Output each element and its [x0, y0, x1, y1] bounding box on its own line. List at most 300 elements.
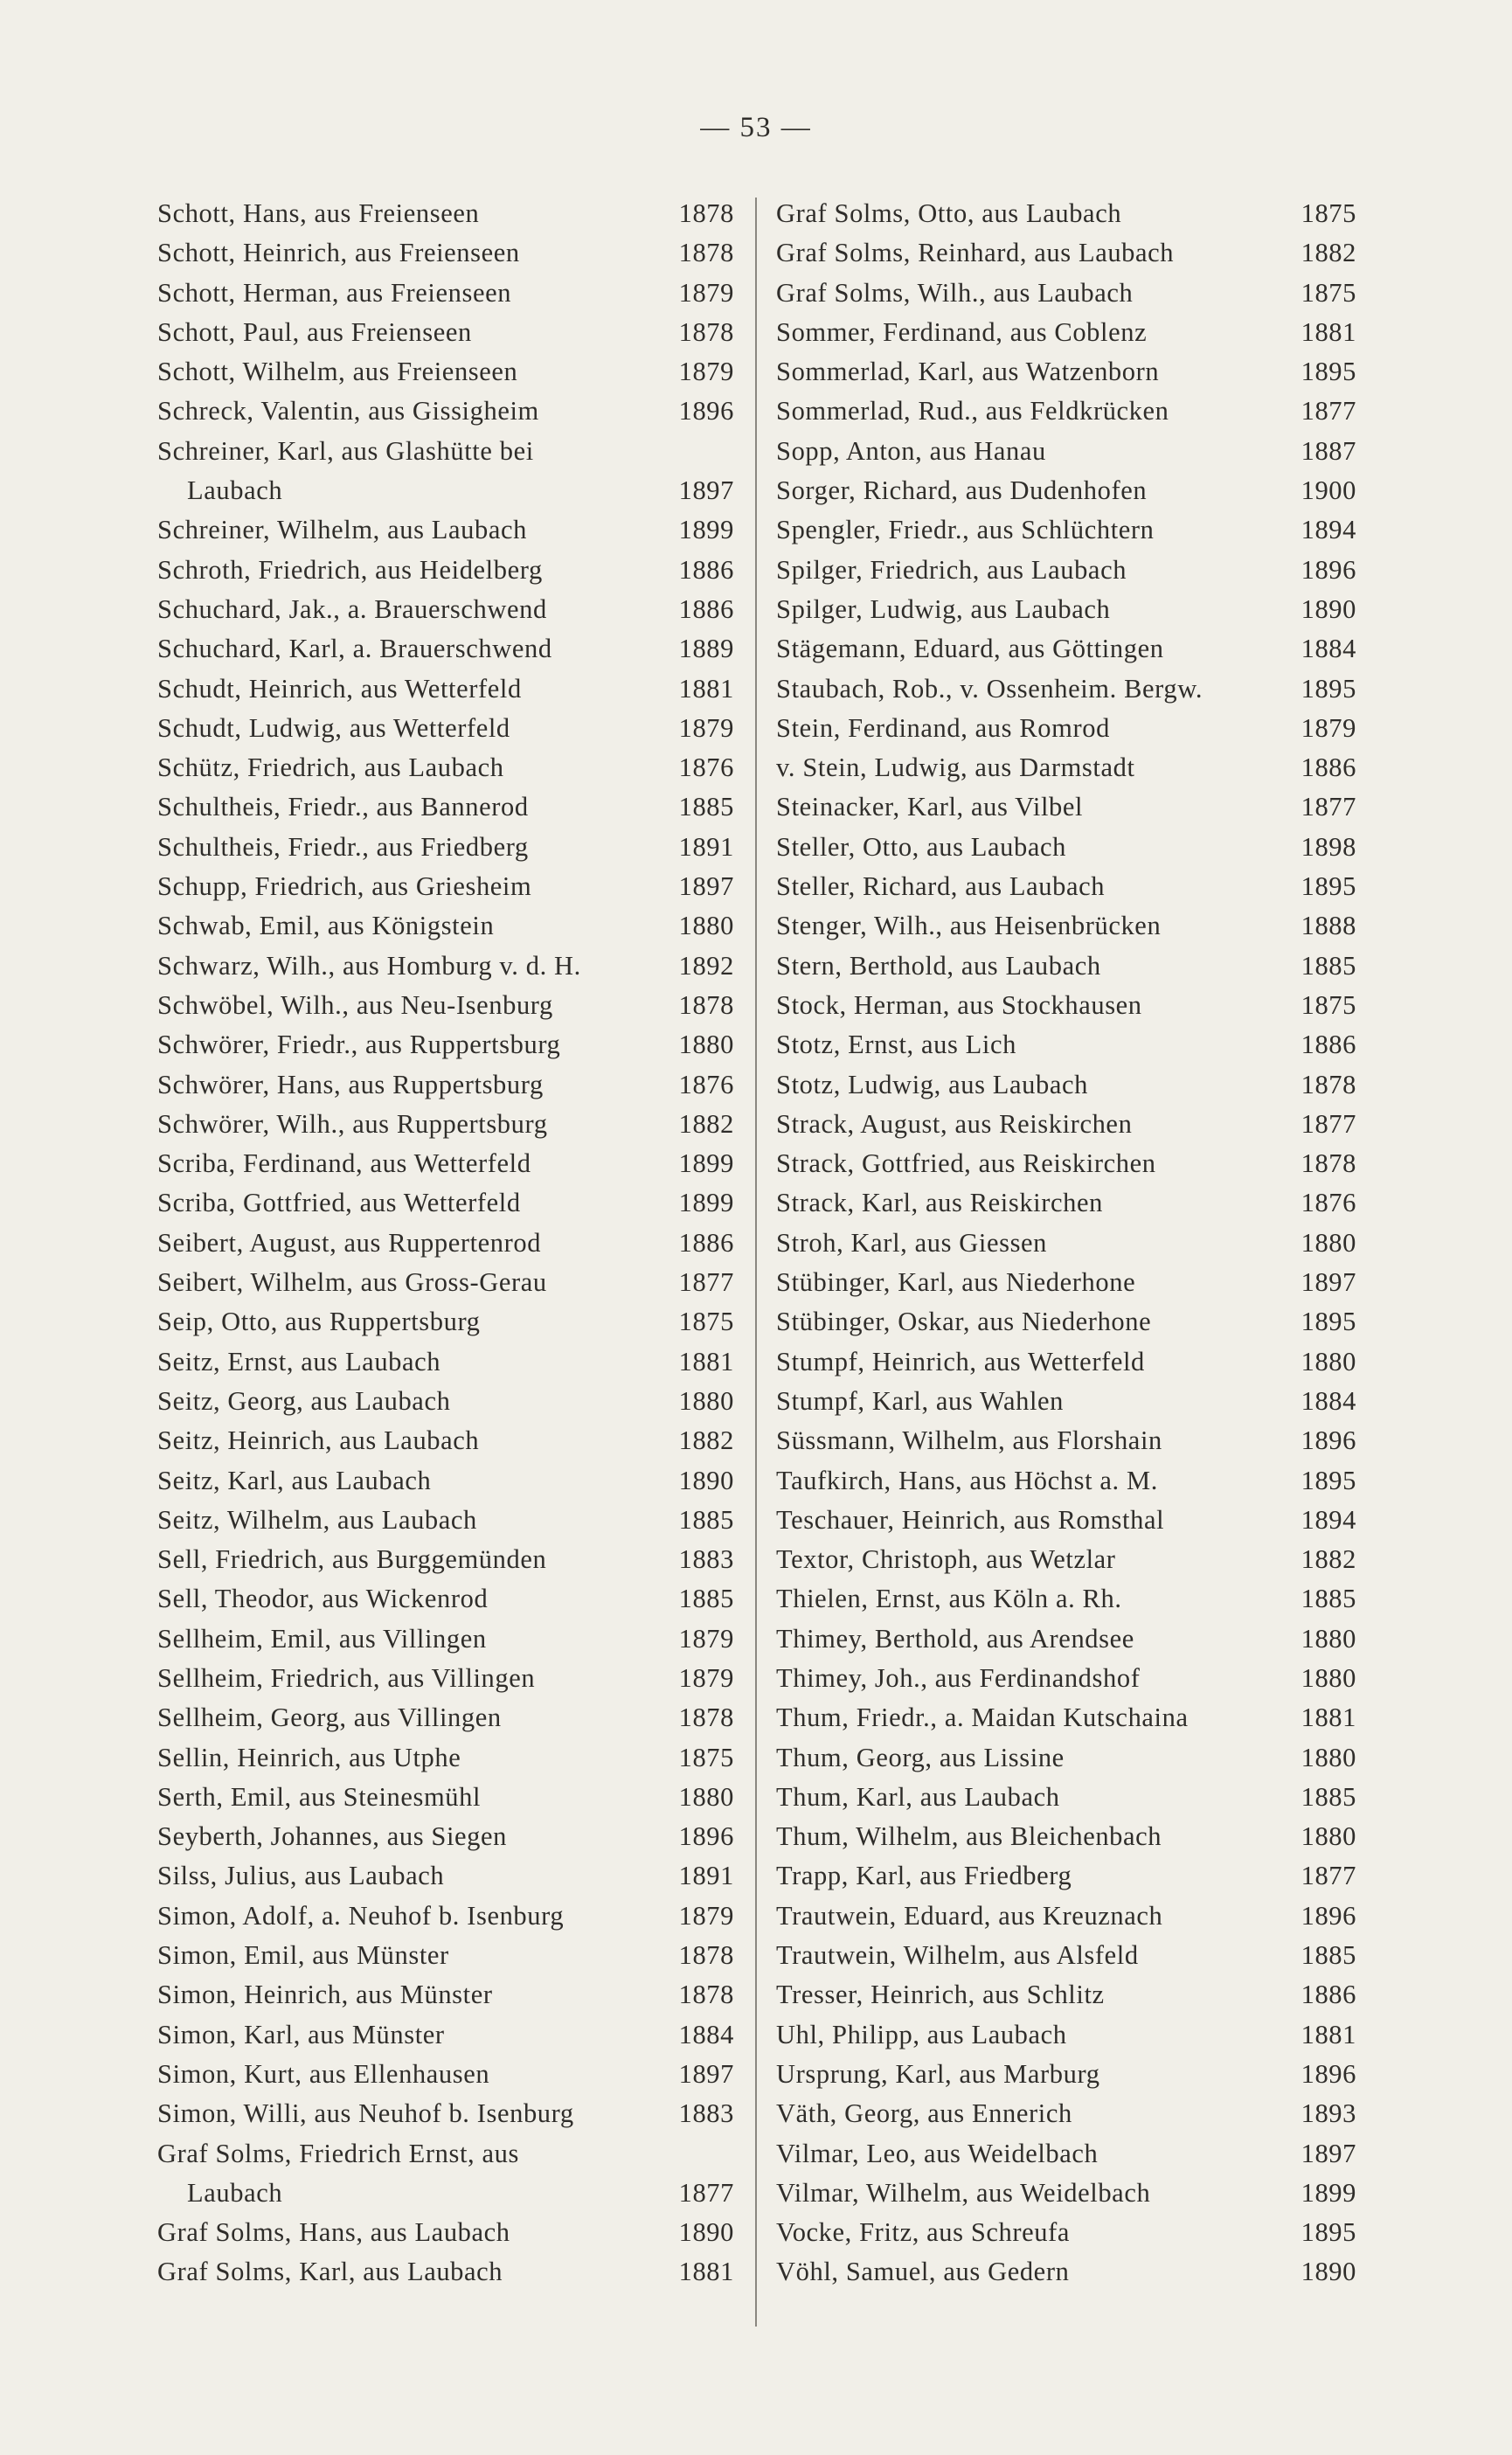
- entry-name: Stumpf, Heinrich, aus Wetterfeld: [776, 1346, 1145, 1377]
- entry-name: Simon, Willi, aus Neuhof b. Isenburg: [157, 2098, 574, 2129]
- list-item: [157, 1421, 734, 1460]
- entry-year: 1877: [1300, 792, 1356, 822]
- entry-name: Seitz, Karl, aus Laubach: [157, 1465, 432, 1495]
- entry-name: Schuchard, Karl, a. Brauerschwend: [157, 634, 552, 664]
- entry-year: 1881: [1300, 1703, 1356, 1733]
- entry-name: Seibert, Wilhelm, aus Gross-Gerau: [157, 1267, 547, 1298]
- entry-year: 1885: [678, 1504, 734, 1535]
- list-item: [776, 551, 1356, 590]
- entry-name: Stübinger, Karl, aus Niederhone: [776, 1267, 1136, 1298]
- entry-name: Schwab, Emil, aus Königstein: [157, 911, 495, 941]
- entry-name: Schultheis, Friedr., aus Bannerod: [157, 792, 529, 822]
- list-item: [776, 1342, 1356, 1382]
- list-item: [776, 1778, 1356, 1817]
- entry-name: Seitz, Ernst, aus Laubach: [157, 1346, 441, 1377]
- entry-year: 1899: [1300, 2177, 1356, 2208]
- entry-year: 1896: [1300, 2058, 1356, 2089]
- entry-name: Vocke, Fritz, aus Schreufa: [776, 2217, 1071, 2248]
- entry-year: 1883: [678, 1544, 734, 1575]
- entry-name: Steinacker, Karl, aus Vilbel: [776, 792, 1084, 822]
- entry-name: Staubach, Rob., v. Ossenheim. Bergw.: [776, 673, 1203, 704]
- entry-year: 1880: [678, 1385, 734, 1416]
- entry-name: Schott, Hans, aus Freienseen: [157, 198, 480, 228]
- entry-name: Seitz, Georg, aus Laubach: [157, 1385, 451, 1416]
- list-item: [776, 1105, 1356, 1144]
- entry-name: Väth, Georg, aus Ennerich: [776, 2098, 1072, 2129]
- entry-name: Textor, Christoph, aus Wetzlar: [776, 1544, 1116, 1575]
- entry-year: 1896: [1300, 1425, 1356, 1456]
- entry-year: 1881: [678, 1346, 734, 1377]
- list-item: [157, 1540, 734, 1579]
- list-item: [157, 590, 734, 629]
- list-item: [776, 867, 1356, 906]
- entry-name: Spilger, Friedrich, aus Laubach: [776, 554, 1127, 585]
- right-column: [776, 194, 1356, 2292]
- list-item: [157, 1501, 734, 1540]
- list-item: [776, 2015, 1356, 2055]
- entry-name: Stübinger, Oskar, aus Niederhone: [776, 1307, 1152, 1337]
- entry-name: v. Stein, Ludwig, aus Darmstadt: [776, 752, 1135, 783]
- entry-name: Scriba, Ferdinand, aus Wetterfeld: [157, 1148, 531, 1179]
- list-item: [157, 1025, 734, 1065]
- list-item: [157, 1936, 734, 1975]
- entry-year: 1882: [1300, 1544, 1356, 1575]
- entry-year: 1878: [678, 1940, 734, 1971]
- entry-year: 1897: [1300, 2138, 1356, 2168]
- entry-year: 1884: [1300, 1385, 1356, 1416]
- entry-name: Teschauer, Heinrich, aus Romsthal: [776, 1504, 1165, 1535]
- entry-name: Sorger, Richard, aus Dudenhofen: [776, 475, 1148, 506]
- list-item: [157, 629, 734, 669]
- list-item: [157, 2094, 734, 2133]
- entry-name: Sellin, Heinrich, aus Utphe: [157, 1742, 461, 1772]
- list-item: [776, 1856, 1356, 1896]
- list-item: [776, 2094, 1356, 2133]
- entry-year: 1897: [678, 871, 734, 902]
- list-item: [776, 352, 1356, 392]
- list-item: [157, 1263, 734, 1302]
- list-item: [776, 233, 1356, 273]
- entry-name: Seitz, Heinrich, aus Laubach: [157, 1425, 480, 1456]
- entry-year: 1879: [678, 277, 734, 308]
- list-item: [157, 709, 734, 748]
- list-item: [157, 1738, 734, 1778]
- entry-year: 1882: [678, 1108, 734, 1139]
- entry-year: 1881: [1300, 316, 1356, 347]
- entry-year: 1886: [1300, 752, 1356, 783]
- list-item: [157, 1183, 734, 1223]
- entry-year: 1879: [678, 357, 734, 387]
- list-item: [157, 1065, 734, 1105]
- entry-name: Thimey, Joh., aus Ferdinandshof: [776, 1662, 1141, 1693]
- entry-year: 1895: [1300, 673, 1356, 704]
- list-item: [157, 2015, 734, 2055]
- list-item: [776, 2252, 1356, 2292]
- entry-year: 1896: [1300, 1900, 1356, 1931]
- entry-year: 1885: [1300, 950, 1356, 981]
- entry-year: 1896: [1300, 554, 1356, 585]
- entry-year: 1879: [678, 1900, 734, 1931]
- entry-year: 1897: [678, 475, 734, 506]
- list-item: [157, 551, 734, 590]
- entry-year: 1877: [678, 2177, 734, 2208]
- entry-year: 1876: [1300, 1188, 1356, 1218]
- entry-year: 1881: [678, 2257, 734, 2287]
- list-item: [157, 352, 734, 392]
- list-item: [776, 1183, 1356, 1223]
- entry-name: Schupp, Friedrich, aus Griesheim: [157, 871, 532, 902]
- entry-name: Vilmar, Leo, aus Weidelbach: [776, 2138, 1099, 2168]
- list-item: [776, 1540, 1356, 1579]
- entry-year: 1877: [1300, 1861, 1356, 1891]
- entry-year: 1880: [1300, 1227, 1356, 1258]
- list-item: [776, 1461, 1356, 1501]
- entry-year: 1893: [1300, 2098, 1356, 2129]
- list-item: [776, 986, 1356, 1025]
- list-item: [776, 1659, 1356, 1698]
- entry-name: Schreiner, Karl, aus Glashütte bei: [157, 435, 534, 466]
- entry-year: 1887: [1300, 435, 1356, 466]
- entry-year: 1891: [678, 1861, 734, 1891]
- entry-name: Thielen, Ernst, aus Köln a. Rh.: [776, 1584, 1122, 1614]
- entry-name: Schroth, Friedrich, aus Heidelberg: [157, 554, 543, 585]
- entry-name: Thum, Wilhelm, aus Bleichenbach: [776, 1821, 1162, 1852]
- entry-name: Schultheis, Friedr., aus Friedberg: [157, 831, 529, 862]
- entry-year: 1878: [1300, 1148, 1356, 1179]
- list-item: [157, 867, 734, 906]
- entry-name: Graf Solms, Karl, aus Laubach: [157, 2257, 503, 2287]
- entry-year: 1885: [678, 792, 734, 822]
- entry-year: 1885: [678, 1584, 734, 1614]
- list-item: [157, 1224, 734, 1263]
- entry-year: 1878: [678, 238, 734, 268]
- list-item: [157, 2055, 734, 2094]
- entry-name: Graf Solms, Otto, aus Laubach: [776, 198, 1122, 228]
- list-item: [157, 2213, 734, 2252]
- list-item: [776, 1302, 1356, 1342]
- entry-year: 1882: [1300, 238, 1356, 268]
- list-item: [157, 986, 734, 1025]
- list-item: [157, 1144, 734, 1183]
- list-item: [776, 1025, 1356, 1065]
- entry-year: 1886: [678, 1227, 734, 1258]
- list-item: [157, 1698, 734, 1737]
- entry-year: 1880: [1300, 1346, 1356, 1377]
- list-item: [776, 1065, 1356, 1105]
- list-item: [157, 510, 734, 550]
- list-item: [776, 392, 1356, 431]
- entry-name: Schreiner, Wilhelm, aus Laubach: [157, 515, 527, 545]
- list-item: [157, 1105, 734, 1144]
- list-item: [157, 233, 734, 273]
- entry-year: 1880: [678, 1030, 734, 1060]
- entry-name: Ursprung, Karl, aus Marburg: [776, 2058, 1100, 2089]
- entry-name: Trapp, Karl, aus Friedberg: [776, 1861, 1072, 1891]
- entry-name: Thimey, Berthold, aus Arendsee: [776, 1623, 1134, 1654]
- page-number: — 53 —: [700, 112, 812, 143]
- list-item: [157, 947, 734, 986]
- entry-name: Steller, Otto, aus Laubach: [776, 831, 1066, 862]
- entry-year: 1877: [1300, 1108, 1356, 1139]
- list-item: [776, 1382, 1356, 1421]
- list-item: [776, 629, 1356, 669]
- entry-year: 1899: [678, 515, 734, 545]
- list-item: [776, 669, 1356, 709]
- entry-name: Schott, Wilhelm, aus Freienseen: [157, 357, 518, 387]
- entry-name: Süssmann, Wilhelm, aus Florshain: [776, 1425, 1162, 1456]
- entry-name: Sopp, Anton, aus Hanau: [776, 435, 1046, 466]
- entry-name: Scriba, Gottfried, aus Wetterfeld: [157, 1188, 521, 1218]
- entry-year: 1879: [1300, 712, 1356, 743]
- entry-name: Stock, Herman, aus Stockhausen: [776, 989, 1142, 1020]
- entry-year: 1896: [678, 396, 734, 427]
- entry-name: Tresser, Heinrich, aus Schlitz: [776, 1980, 1105, 2010]
- entry-year: 1886: [1300, 1030, 1356, 1060]
- entry-name: Sommer, Ferdinand, aus Coblenz: [776, 316, 1148, 347]
- entry-name: Schott, Heinrich, aus Freienseen: [157, 238, 520, 268]
- entry-name: Laubach: [187, 475, 283, 506]
- entry-name: Graf Solms, Hans, aus Laubach: [157, 2217, 510, 2248]
- entry-name: Schwarz, Wilh., aus Homburg v. d. H.: [157, 950, 581, 981]
- entry-year: 1880: [1300, 1623, 1356, 1654]
- entry-name: Stumpf, Karl, aus Wahlen: [776, 1385, 1065, 1416]
- entry-name: Sellheim, Georg, aus Villingen: [157, 1703, 502, 1733]
- entry-year: 1894: [1300, 1504, 1356, 1535]
- list-item: [776, 1619, 1356, 1659]
- entry-name: Sommerlad, Rud., aus Feldkrücken: [776, 396, 1169, 427]
- entry-name: Stein, Ferdinand, aus Romrod: [776, 712, 1110, 743]
- entry-name: Stägemann, Eduard, aus Göttingen: [776, 634, 1164, 664]
- list-item: [776, 194, 1356, 233]
- list-item: [776, 1263, 1356, 1302]
- list-item: [157, 1856, 734, 1896]
- entry-year: 1877: [1300, 396, 1356, 427]
- entry-name: Silss, Julius, aus Laubach: [157, 1861, 445, 1891]
- entry-year: 1879: [678, 1662, 734, 1693]
- entry-year: 1875: [678, 1742, 734, 1772]
- list-item: [157, 2174, 734, 2213]
- entry-year: 1895: [1300, 357, 1356, 387]
- entry-name: Steller, Richard, aus Laubach: [776, 871, 1106, 902]
- list-item: [157, 2134, 734, 2174]
- list-item: [776, 1501, 1356, 1540]
- entry-year: 1880: [1300, 1821, 1356, 1852]
- entry-year: 1890: [1300, 2257, 1356, 2287]
- list-item: [776, 1975, 1356, 2015]
- list-item: [776, 471, 1356, 510]
- list-item: [157, 392, 734, 431]
- list-item: [776, 906, 1356, 946]
- entry-name: Seitz, Wilhelm, aus Laubach: [157, 1504, 477, 1535]
- entry-name: Seibert, August, aus Ruppertenrod: [157, 1227, 542, 1258]
- entry-name: Stern, Berthold, aus Laubach: [776, 950, 1101, 981]
- entry-name: Trautwein, Eduard, aus Kreuznach: [776, 1900, 1163, 1931]
- list-item: [157, 194, 734, 233]
- list-item: [157, 1342, 734, 1382]
- entry-year: 1895: [1300, 1465, 1356, 1495]
- entry-year: 1895: [1300, 871, 1356, 902]
- entry-name: Schütz, Friedrich, aus Laubach: [157, 752, 504, 783]
- list-item: [776, 2055, 1356, 2094]
- entry-name: Schudt, Heinrich, aus Wetterfeld: [157, 673, 522, 704]
- entry-name: Spengler, Friedr., aus Schlüchtern: [776, 515, 1155, 545]
- list-item: [776, 1224, 1356, 1263]
- list-item: [157, 1461, 734, 1501]
- list-item: [157, 313, 734, 352]
- entry-year: 1885: [1300, 1940, 1356, 1971]
- list-item: [776, 313, 1356, 352]
- list-item: [157, 1619, 734, 1659]
- list-item: [157, 669, 734, 709]
- list-item: [776, 1817, 1356, 1856]
- entry-name: Graf Solms, Wilh., aus Laubach: [776, 277, 1134, 308]
- entry-name: Graf Solms, Friedrich Ernst, aus: [157, 2138, 519, 2168]
- entry-year: 1884: [678, 2019, 734, 2049]
- entry-year: 1896: [678, 1821, 734, 1852]
- entry-year: 1882: [678, 1425, 734, 1456]
- list-item: [776, 1144, 1356, 1183]
- entry-year: 1875: [1300, 198, 1356, 228]
- entry-year: 1876: [678, 1069, 734, 1099]
- entry-year: 1875: [1300, 277, 1356, 308]
- list-item: [157, 1302, 734, 1342]
- list-item: [776, 274, 1356, 313]
- entry-name: Stroh, Karl, aus Giessen: [776, 1227, 1048, 1258]
- list-item: [157, 274, 734, 313]
- entry-year: 1885: [1300, 1781, 1356, 1812]
- entry-year: 1879: [678, 1623, 734, 1654]
- entry-name: Simon, Kurt, aus Ellenhausen: [157, 2058, 490, 2089]
- list-item: [157, 787, 734, 827]
- entry-year: 1895: [1300, 2217, 1356, 2248]
- left-column: [157, 194, 734, 2292]
- entry-year: 1880: [1300, 1742, 1356, 1772]
- entry-name: Vöhl, Samuel, aus Gedern: [776, 2257, 1070, 2287]
- entry-year: 1892: [678, 950, 734, 981]
- entry-year: 1895: [1300, 1307, 1356, 1337]
- list-item: [776, 2174, 1356, 2213]
- list-item: [157, 432, 734, 471]
- list-item: [157, 748, 734, 787]
- entry-year: 1883: [678, 2098, 734, 2129]
- entry-year: 1888: [1300, 911, 1356, 941]
- list-item: [776, 748, 1356, 787]
- list-item: [157, 828, 734, 867]
- list-item: [157, 1659, 734, 1698]
- entry-year: 1879: [678, 712, 734, 743]
- entry-name: Thum, Karl, aus Laubach: [776, 1781, 1060, 1812]
- entry-year: 1878: [678, 1703, 734, 1733]
- entry-name: Vilmar, Wilhelm, aus Weidelbach: [776, 2177, 1151, 2208]
- entry-name: Schwörer, Wilh., aus Ruppertsburg: [157, 1108, 548, 1139]
- list-item: [776, 1421, 1356, 1460]
- entry-name: Sell, Theodor, aus Wickenrod: [157, 1584, 489, 1614]
- entry-year: 1897: [678, 2058, 734, 2089]
- entry-year: 1875: [678, 1307, 734, 1337]
- list-item: [776, 1897, 1356, 1936]
- entry-name: Sommerlad, Karl, aus Watzenborn: [776, 357, 1160, 387]
- entry-year: 1884: [1300, 634, 1356, 664]
- entry-name: Thum, Friedr., a. Maidan Kutschaina: [776, 1703, 1189, 1733]
- entry-name: Seyberth, Johannes, aus Siegen: [157, 1821, 508, 1852]
- entry-name: Simon, Adolf, a. Neuhof b. Isenburg: [157, 1900, 565, 1931]
- entry-year: 1880: [678, 911, 734, 941]
- entry-name: Spilger, Ludwig, aus Laubach: [776, 593, 1111, 624]
- entry-year: 1877: [678, 1267, 734, 1298]
- list-item: [776, 1579, 1356, 1619]
- entry-name: Schudt, Ludwig, aus Wetterfeld: [157, 712, 510, 743]
- entry-name: Schreck, Valentin, aus Gissigheim: [157, 396, 539, 427]
- entry-year: 1880: [1300, 1662, 1356, 1693]
- entry-year: 1880: [678, 1781, 734, 1812]
- entry-name: Simon, Emil, aus Münster: [157, 1940, 449, 1971]
- list-item: [157, 471, 734, 510]
- entry-name: Schott, Herman, aus Freienseen: [157, 277, 512, 308]
- entry-name: Stotz, Ernst, aus Lich: [776, 1030, 1016, 1060]
- entry-name: Trautwein, Wilhelm, aus Alsfeld: [776, 1940, 1139, 1971]
- entry-name: Schuchard, Jak., a. Brauerschwend: [157, 593, 547, 624]
- entry-year: 1889: [678, 634, 734, 664]
- entry-name: Sellheim, Emil, aus Villingen: [157, 1623, 487, 1654]
- entry-year: 1900: [1300, 475, 1356, 506]
- entry-year: 1894: [1300, 515, 1356, 545]
- list-item: [776, 510, 1356, 550]
- entry-name: Schwörer, Friedr., aus Ruppertsburg: [157, 1030, 561, 1060]
- entry-name: Taufkirch, Hans, aus Höchst a. M.: [776, 1465, 1158, 1495]
- entry-year: 1891: [678, 831, 734, 862]
- entry-name: Seip, Otto, aus Ruppertsburg: [157, 1307, 481, 1337]
- list-item: [776, 709, 1356, 748]
- list-item: [776, 947, 1356, 986]
- entry-year: 1878: [678, 316, 734, 347]
- entry-name: Simon, Karl, aus Münster: [157, 2019, 445, 2049]
- entry-name: Sellheim, Friedrich, aus Villingen: [157, 1662, 536, 1693]
- list-item: [776, 432, 1356, 471]
- entry-name: Strack, Gottfried, aus Reiskirchen: [776, 1148, 1156, 1179]
- entry-name: Uhl, Philipp, aus Laubach: [776, 2019, 1067, 2049]
- list-item: [776, 787, 1356, 827]
- list-item: [776, 1936, 1356, 1975]
- list-item: [776, 2134, 1356, 2174]
- entry-year: 1878: [678, 198, 734, 228]
- list-item: [776, 2213, 1356, 2252]
- entry-year: 1886: [1300, 1980, 1356, 2010]
- entry-year: 1890: [678, 1465, 734, 1495]
- entry-name: Schott, Paul, aus Freienseen: [157, 316, 472, 347]
- list-item: [157, 1817, 734, 1856]
- list-item: [157, 1778, 734, 1817]
- list-item: [157, 1975, 734, 2015]
- entry-name: Sell, Friedrich, aus Burggemünden: [157, 1544, 547, 1575]
- column-divider: [755, 198, 757, 2327]
- list-item: [157, 906, 734, 946]
- entry-name: Stotz, Ludwig, aus Laubach: [776, 1069, 1088, 1099]
- entry-name: Stenger, Wilh., aus Heisenbrücken: [776, 911, 1162, 941]
- entry-name: Laubach: [187, 2177, 283, 2208]
- entry-name: Strack, August, aus Reiskirchen: [776, 1108, 1133, 1139]
- entry-name: Graf Solms, Reinhard, aus Laubach: [776, 238, 1175, 268]
- entry-name: Schwörer, Hans, aus Ruppertsburg: [157, 1069, 544, 1099]
- entry-year: 1890: [1300, 593, 1356, 624]
- entry-name: Strack, Karl, aus Reiskirchen: [776, 1188, 1103, 1218]
- entry-name: Schwöbel, Wilh., aus Neu-Isenburg: [157, 989, 553, 1020]
- entry-year: 1881: [1300, 2019, 1356, 2049]
- entry-year: 1878: [678, 1980, 734, 2010]
- entry-year: 1875: [1300, 989, 1356, 1020]
- entry-year: 1898: [1300, 831, 1356, 862]
- entry-year: 1890: [678, 2217, 734, 2248]
- entry-name: Simon, Heinrich, aus Münster: [157, 1980, 493, 2010]
